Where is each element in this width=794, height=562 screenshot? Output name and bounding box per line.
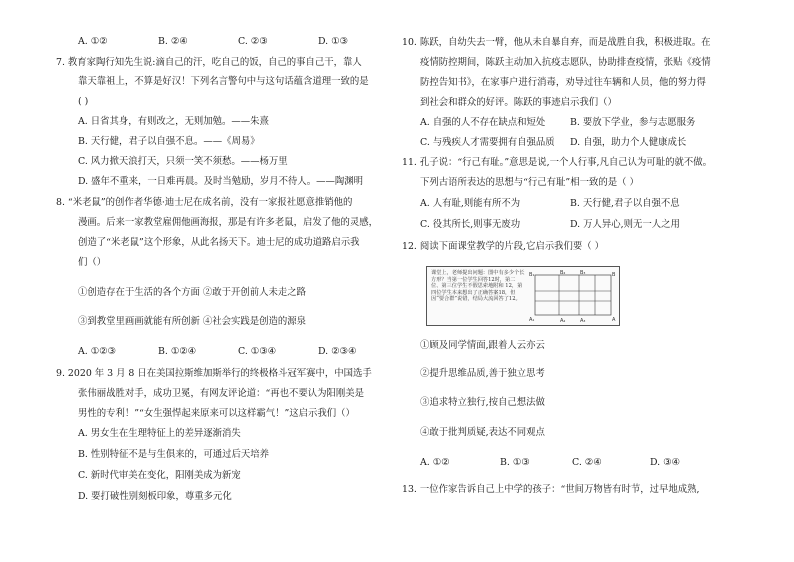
q12-option-b[interactable]: B. ①③ — [500, 457, 530, 468]
q10-stem-line: 疫情防控期间，陈跃主动加入抗疫志愿队，协助排查疫情，张贴《疫情 — [420, 57, 711, 68]
q11-option-a[interactable]: A. 人有耻,则能有所不为 — [420, 198, 521, 209]
q9-option-b[interactable]: B. 性别特征不是与生俱来的，可通过后天培养 — [78, 449, 269, 460]
q8-option-b[interactable]: B. ①②④ — [158, 346, 197, 357]
q8-stem-line: 8. “米老鼠”的创作者华德·迪士尼在成名前，没有一家报社愿意推销他的 — [56, 197, 353, 208]
q12-statement: ③追求特立独行,按自己想法做 — [420, 397, 545, 408]
q6-option-a[interactable]: A. ①② — [78, 36, 108, 47]
q12-statement: ①顾及同学情面,跟着人云亦云 — [420, 340, 545, 351]
q8-stem-line: 创造了“米老鼠”这个形象，从此名扬天下。迪士尼的成功道路启示我 — [78, 237, 360, 248]
grid-label-b3: B₃ — [580, 270, 586, 276]
q7-stem-line: ( ) — [78, 96, 89, 107]
q12-figure-text: 课堂上，老师提出问题：图中有多少个长方形？当第一位学生回答12时，第二位、第三位学生不假思索地附和 12，第四位学生本来想出了正确答案18，但因“要合群”说错，结局大流回答了12。 — [431, 270, 525, 303]
q10-option-a[interactable]: A. 自强的人不存在缺点和短处 — [420, 117, 546, 128]
grid-label-a: A — [612, 317, 616, 323]
q8-stem-line: 们（） — [78, 257, 107, 268]
q8-stem-line: 漫画。后来一家教堂雇佣他画海报，那是有许多老鼠，启发了他的灵感， — [78, 217, 379, 228]
q12-option-c[interactable]: C. ②④ — [572, 457, 602, 468]
q11-stem-line: 下列古语所表达的思想与“行己有耻”相一致的是（ ） — [420, 177, 639, 188]
q10-stem-line: 防控告知书》，在家事户进行消毒，劝导过往车辆和人员，他的努力得 — [420, 77, 706, 88]
q12-option-a[interactable]: A. ①② — [420, 457, 450, 468]
q10-option-d[interactable]: D. 自强，助力个人健康成长 — [570, 137, 687, 148]
q7-stem-line: 靠天靠祖上，不算是好汉！下列名言警句中与这句话蕴含道理一致的是 — [78, 76, 369, 87]
q11-option-d[interactable]: D. 万人异心,则无一人之用 — [570, 219, 680, 230]
q9-option-a[interactable]: A. 男女生在生理特征上的差异逐渐消失 — [78, 428, 241, 439]
q10-option-c[interactable]: C. 与残疾人才需要拥有自强品质 — [420, 137, 555, 148]
q10-option-b[interactable]: B. 要放下学业，参与志愿服务 — [570, 117, 696, 128]
q10-stem-line: 到社会和群众的好评。陈跃的事迹启示我们（） — [420, 97, 617, 108]
q8-statement-pair: ①创造存在于生活的各个方面 ②敢于开创前人未走之路 — [78, 287, 306, 298]
rectangle-grid-diagram — [527, 269, 617, 323]
q9-stem-line: 男性的专利！”“女生强悍起来原来可以这样霸气！”这启示我们（） — [78, 408, 355, 419]
q12-statement: ②提升思维品质,善于独立思考 — [420, 368, 545, 379]
q8-option-d[interactable]: D. ②③④ — [318, 346, 357, 357]
q7-option-d[interactable]: D. 盛年不重来，一日难再晨。及时当勉励，岁月不待人。——陶渊明 — [78, 176, 364, 187]
grid-label-a2: A₂ — [560, 318, 566, 323]
q11-option-b[interactable]: B. 天行健,君子以自强不息 — [570, 198, 680, 209]
q10-stem-line: 10. 陈跃，自幼失去一臂，他从未自暴自弃，而是战胜自我，积极进取。在 — [402, 37, 711, 48]
q7-option-c[interactable]: C. 风力掀天浪打天，只须一笑不须愁。——杨万里 — [78, 156, 288, 167]
q13-stem-line: 13. 一位作家告诉自己上中学的孩子：“世间万物皆有时节，过早地成熟, — [402, 484, 700, 495]
q12-option-d[interactable]: D. ③④ — [650, 457, 680, 468]
q6-option-c[interactable]: C. ②③ — [238, 36, 268, 47]
q8-statement-pair: ③到教堂里画画就能有所创新 ④社会实践是创造的源泉 — [78, 316, 306, 327]
q9-option-c[interactable]: C. 新时代审美在变化，阳刚美成为新宠 — [78, 470, 241, 481]
q9-stem-line: 9. 2020 年 3 月 8 日在美国拉斯维加斯举行的终极格斗冠军赛中，中国选手 — [56, 368, 372, 379]
q9-stem-line: 张伟丽战胜对手，成功卫冕，有网友评论道：“再也不要认为阳刚美是 — [78, 388, 365, 399]
q8-option-a[interactable]: A. ①②③ — [78, 346, 116, 357]
grid-label-b2: B₂ — [560, 270, 566, 276]
q11-stem-line: 11. 孔子说：“行己有耻。”意思是说,一个人行事,凡自己认为可耻的就不做。 — [402, 157, 712, 168]
q12-classroom-figure — [426, 266, 620, 326]
q7-option-b[interactable]: B. 天行健，君子以自强不息。——《周易》 — [78, 136, 260, 147]
q8-option-c[interactable]: C. ①③④ — [238, 346, 277, 357]
q6-option-b[interactable]: B. ②④ — [158, 36, 188, 47]
q7-stem-line: 7. 教育家陶行知先生说:滴自己的汗，吃自己的饭，自己的事自己干，靠人 — [56, 57, 362, 68]
grid-label-b1: B₁ — [529, 272, 535, 278]
q11-option-c[interactable]: C. 役其所长,则事无废功 — [420, 219, 521, 230]
q12-stem-line: 12. 阅读下面课堂教学的片段,它启示我们要（ ） — [402, 241, 604, 252]
q9-option-d[interactable]: D. 要打破性别刻板印象，尊重多元化 — [78, 491, 232, 502]
q6-option-d[interactable]: D. ①③ — [318, 36, 348, 47]
grid-label-a3: A₃ — [580, 318, 586, 323]
q12-statement: ④敢于批判质疑,表达不同观点 — [420, 427, 545, 438]
grid-label-a1: A₁ — [529, 317, 535, 323]
q7-option-a[interactable]: A. 日省其身，有则改之，无则加勉。——朱熹 — [78, 116, 269, 127]
grid-label-b: B — [612, 272, 616, 278]
